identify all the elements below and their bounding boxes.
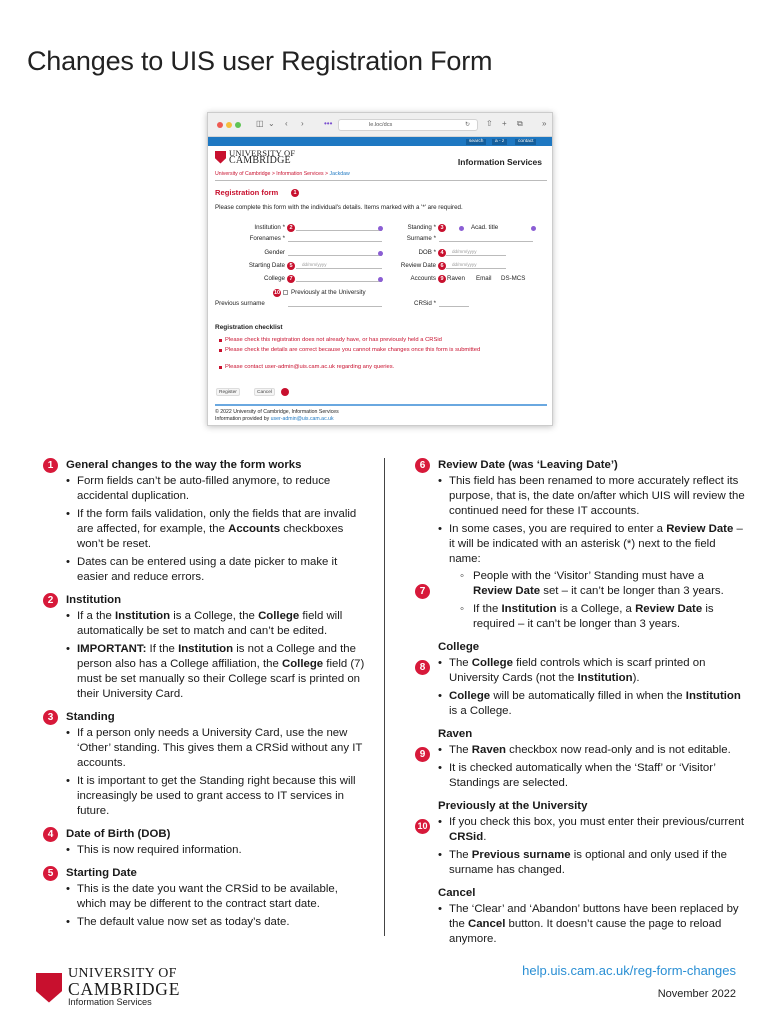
label-starting-date: Starting Date bbox=[248, 262, 285, 269]
list-item: • It is checked automatically when the ‘Staff’ or ‘Visitor’ Standings are selected. bbox=[438, 761, 745, 791]
number-badge: 4 bbox=[43, 827, 58, 842]
marker-11 bbox=[281, 388, 289, 396]
logo-line-2: CAMBRIDGE bbox=[68, 979, 181, 999]
publish-date: November 2022 bbox=[657, 988, 736, 1000]
bullet-list bbox=[415, 902, 745, 947]
close-dot-icon bbox=[217, 122, 223, 128]
section-heading: 2 Institution bbox=[43, 593, 368, 608]
forward-icon: › bbox=[301, 119, 304, 128]
section-heading: College bbox=[438, 641, 480, 653]
list-item: • The ‘Clear’ and ‘Abandon’ buttons have been replaced by the Cancel button. It doesn’t cause the page to reload anymore. bbox=[438, 902, 745, 947]
list-item: • College will be automatically filled in when the Institution is a College. bbox=[438, 689, 745, 719]
marker-2: 2 bbox=[287, 224, 295, 232]
label-ds-mcs: DS-MCS bbox=[501, 275, 526, 282]
list-item: • In some cases, you are required to enter a Review Date – it will be indicated with an asterisk (*) next to the field name: ◦ People with the ‘Visitor’ Standing must have a Review Date set – it can’t be longer than 3 years. ◦ If the Institution is a College, a Review Date is required – it can’t be longer than 3 years. bbox=[438, 522, 745, 632]
label-previous-surname: Previous surname bbox=[215, 300, 265, 307]
label-gender: Gender bbox=[264, 249, 285, 256]
surname-input bbox=[439, 235, 533, 242]
new-tab-icon: + bbox=[502, 119, 507, 128]
info-services-title: Information Services bbox=[457, 157, 542, 167]
bullet-list bbox=[43, 474, 368, 585]
institution-select bbox=[296, 224, 382, 231]
bullet-list bbox=[43, 843, 368, 858]
section-heading: 3 Standing bbox=[43, 710, 368, 725]
marker-9: 9 bbox=[438, 275, 446, 283]
left-column bbox=[43, 458, 368, 938]
checklist-item: Please contact user-admin@uis.cam.ac.uk regarding any queries. bbox=[225, 364, 540, 371]
list-item: • If the form fails validation, only the fields that are invalid are affected, for example, the Accounts checkboxes won’t be reset. bbox=[66, 507, 368, 552]
crest-icon bbox=[36, 973, 62, 1003]
footer-bar bbox=[215, 404, 547, 406]
list-item: • The Raven checkbox now read-only and is not editable. bbox=[438, 743, 745, 758]
label-college: College bbox=[264, 275, 285, 282]
tabs-icon: ⧉ bbox=[517, 119, 523, 128]
cambridge-logo bbox=[36, 967, 180, 1008]
nav-search: search bbox=[466, 139, 486, 145]
section-heading: 5 Starting Date bbox=[43, 866, 368, 881]
list-item: • The default value now set as today’s date. bbox=[66, 915, 368, 930]
label-crsid: CRSid * bbox=[413, 300, 436, 307]
list-item: • Dates can be entered using a date picker to make it easier and reduce errors. bbox=[66, 555, 368, 585]
number-badge: 10 bbox=[415, 819, 430, 834]
marker-4: 4 bbox=[438, 249, 446, 257]
bullet-list bbox=[415, 474, 745, 632]
overflow-icon: » bbox=[542, 119, 547, 128]
minimize-dot-icon bbox=[226, 122, 232, 128]
bullet-list bbox=[415, 743, 745, 791]
number-badge: 2 bbox=[43, 593, 58, 608]
section-heading: 4 Date of Birth (DOB) bbox=[43, 827, 368, 842]
label-forenames: Forenames * bbox=[249, 235, 285, 242]
list-item: • If you check this box, you must enter their previous/current CRSid. bbox=[438, 815, 745, 845]
gender-select bbox=[288, 249, 382, 256]
site-nav-strip bbox=[208, 137, 552, 146]
list-item: • The Previous surname is optional and only used if the surname has changed. bbox=[438, 848, 745, 878]
section-heading: 1 General changes to the way the form works bbox=[43, 458, 368, 473]
sub-list bbox=[449, 569, 745, 632]
sidebar-icon: ◫ bbox=[256, 119, 264, 128]
number-badge: 7 bbox=[415, 584, 430, 599]
cambridge-logo-small: UNIVERSITY OF CAMBRIDGE bbox=[215, 149, 295, 165]
reload-icon: ↻ bbox=[465, 122, 471, 128]
footer-info: Information provided by user-admin@uis.cam.ac.uk bbox=[215, 416, 334, 422]
form-heading: Registration form bbox=[215, 188, 279, 197]
dropdown-icon bbox=[378, 226, 383, 231]
bullet-list bbox=[43, 882, 368, 930]
checklist-item: Please check the details are correct because you cannot make changes once this form is submitted bbox=[225, 347, 540, 354]
list-item: • This is the date you want the CRSid to be available, which may be different to the contract start date. bbox=[66, 882, 368, 912]
footer-copyright: © 2022 University of Cambridge, Information Services bbox=[215, 409, 339, 415]
list-item: • It is important to get the Standing right because this will increasingly be used to grant access to IT services in future. bbox=[66, 774, 368, 819]
list-item: ◦ People with the ‘Visitor’ Standing must have a Review Date set – it can’t be longer than 3 years. bbox=[460, 569, 745, 599]
dob-input: dd/mm/yyyy bbox=[446, 249, 506, 256]
back-icon: ‹ bbox=[285, 119, 288, 128]
number-badge: 6 bbox=[415, 458, 430, 473]
list-item: • If a the Institution is a College, the College field will automatically be set to match and can’t be edited. bbox=[66, 609, 368, 639]
share-icon: ⇧ bbox=[486, 119, 493, 128]
dropdown-icon bbox=[378, 251, 383, 256]
list-item: • This is now required information. bbox=[66, 843, 368, 858]
number-badge: 1 bbox=[43, 458, 58, 473]
list-item: • The College field controls which is scarf printed on University Cards (not the Institution). bbox=[438, 656, 745, 686]
number-badge: 9 bbox=[415, 747, 430, 762]
label-previously: Previously at the University bbox=[291, 289, 366, 296]
label-dob: DOB * bbox=[418, 249, 436, 256]
label-email: Email bbox=[476, 275, 492, 282]
register-button: Register bbox=[216, 388, 240, 396]
nav-contact: contact bbox=[515, 139, 536, 145]
dropdown-icon bbox=[378, 277, 383, 282]
nav-a-z: a - z bbox=[492, 139, 507, 145]
crsid-input bbox=[439, 300, 469, 307]
breadcrumb: University of Cambridge > Information Services > Jackdaw bbox=[215, 171, 350, 177]
zoom-dot-icon bbox=[235, 122, 241, 128]
label-surname: Surname * bbox=[406, 235, 436, 242]
section-heading: Raven bbox=[438, 728, 473, 740]
marker-5: 5 bbox=[287, 262, 295, 270]
label-institution: Institution * bbox=[254, 224, 285, 231]
marker-1: 1 bbox=[291, 189, 299, 197]
review-date-input: dd/mm/yyyy bbox=[446, 262, 506, 269]
more-icon: ••• bbox=[324, 119, 333, 128]
marker-3: 3 bbox=[438, 224, 446, 232]
browser-toolbar bbox=[208, 113, 552, 137]
list-item: • This field has been renamed to more accurately reflect its purpose, that is, the date on/after which UIS will review the continued need for these IT accounts. bbox=[438, 474, 745, 519]
url-field: le.loc/dcs bbox=[338, 119, 478, 131]
dropdown-icon bbox=[459, 226, 464, 231]
chevron-down-icon: ⌄ bbox=[268, 119, 275, 128]
logo-line-1: UNIVERSITY OF bbox=[68, 966, 177, 981]
number-badge: 3 bbox=[43, 710, 58, 725]
section-heading: Previously at the University bbox=[438, 800, 588, 812]
logo-line-3: Information Services bbox=[68, 997, 152, 1007]
marker-6: 6 bbox=[438, 262, 446, 270]
list-item: ◦ If the Institution is a College, a Review Date is required – it can’t be longer than 3 years. bbox=[460, 602, 745, 632]
list-item: • If a person only needs a University Card, use the new ‘Other’ standing. This gives them a CRSid without any IT accounts. bbox=[66, 726, 368, 771]
previous-surname-input bbox=[288, 300, 382, 307]
number-badge: 8 bbox=[415, 660, 430, 675]
cancel-button: Cancel bbox=[254, 388, 275, 396]
checklist-heading: Registration checklist bbox=[215, 324, 283, 331]
column-divider bbox=[384, 458, 385, 936]
bullet-list bbox=[43, 726, 368, 819]
bullet-list bbox=[415, 656, 745, 719]
list-item: • IMPORTANT: If the Institution is not a College and the person also has a College affiliation, the College field (7) must be set manually so their College scarf is printed on their University Card. bbox=[66, 642, 368, 702]
right-column bbox=[415, 458, 745, 955]
page-title: Changes to UIS user Registration Form bbox=[27, 46, 493, 76]
label-review-date: Review Date bbox=[400, 262, 436, 269]
section-heading: Cancel bbox=[438, 887, 476, 899]
forenames-input bbox=[288, 235, 382, 242]
marker-10: 10 bbox=[273, 290, 281, 296]
form-intro: Please complete this form with the individual's details. Items marked with a '*' are required. bbox=[215, 204, 463, 211]
dropdown-icon bbox=[531, 226, 536, 231]
form-screenshot bbox=[207, 112, 553, 426]
marker-7: 7 bbox=[287, 275, 295, 283]
section-heading: 6 Review Date (was ‘Leaving Date’) bbox=[415, 458, 745, 473]
label-standing: Standing * bbox=[407, 224, 436, 231]
label-accounts: Accounts bbox=[410, 275, 436, 282]
previously-checkbox bbox=[283, 290, 288, 295]
crest-icon bbox=[215, 151, 226, 164]
help-link[interactable]: help.uis.cam.ac.uk/reg-form-changes bbox=[522, 963, 736, 978]
label-acad-title: Acad. title bbox=[471, 224, 499, 231]
bullet-list bbox=[43, 609, 368, 702]
number-badge: 5 bbox=[43, 866, 58, 881]
bullet-list bbox=[415, 815, 745, 878]
college-select bbox=[296, 275, 382, 282]
starting-date-input: dd/mm/yyyy bbox=[296, 262, 382, 269]
divider bbox=[215, 180, 547, 181]
label-raven: Raven bbox=[447, 275, 465, 282]
checklist-item: Please check this registration does not already have, or has previously held a CRSid bbox=[225, 337, 540, 344]
list-item: • Form fields can’t be auto-filled anymore, to reduce accidental duplication. bbox=[66, 474, 368, 504]
